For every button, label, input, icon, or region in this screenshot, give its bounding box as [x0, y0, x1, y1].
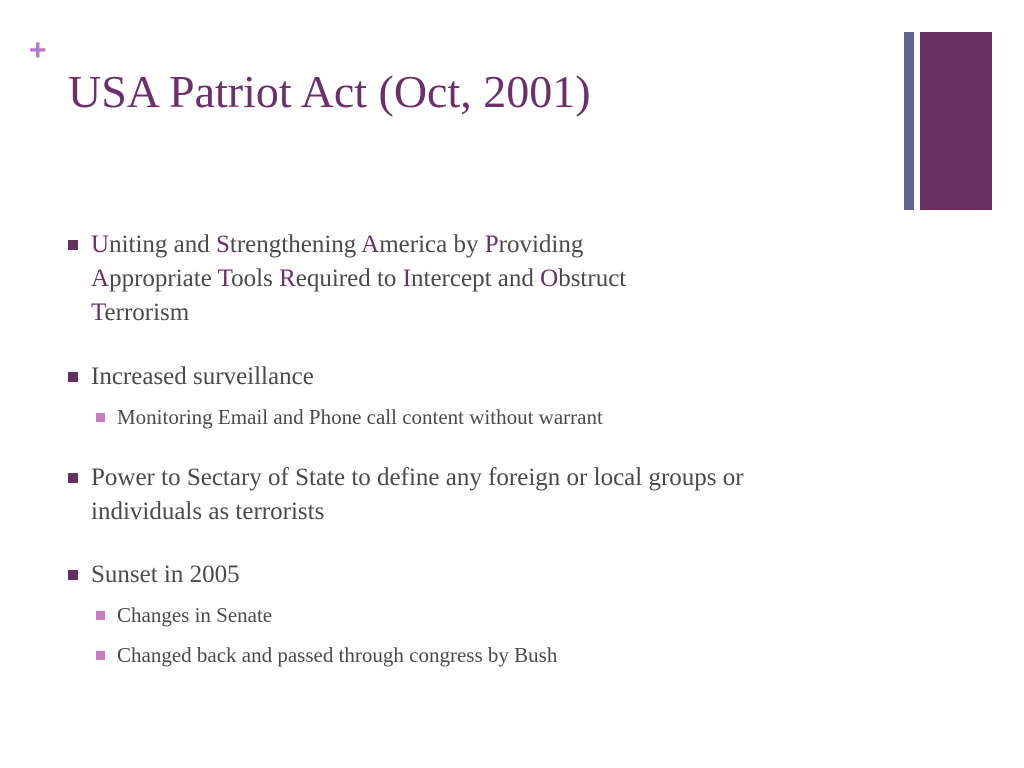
sub-bullet-monitoring: Monitoring Email and Phone call content without warrant — [117, 403, 817, 431]
acronym-word-rest: ppropriate — [109, 265, 218, 292]
acronym-letter: I — [402, 265, 412, 292]
acronym-letter: A — [91, 265, 110, 292]
acronym-letter: S — [216, 231, 230, 258]
acronym-letter: A — [361, 231, 380, 258]
sub-bullet-senate-changes: Changes in Senate — [117, 601, 817, 629]
decorative-bar-thick — [920, 32, 992, 210]
plus-icon: + — [29, 34, 47, 67]
bullet-secretary-power: Power to Sectary of State to define any foreign or local groups or individuals as terrorists — [91, 461, 811, 529]
sub-bullet-congress-bush: Changed back and passed through congress by Bush — [117, 641, 817, 669]
acronym-word-rest: errorism — [104, 299, 190, 326]
acronym-word-rest: niting and — [109, 231, 216, 258]
acronym-letter: U — [91, 231, 110, 258]
slide-title: USA Patriot Act (Oct, 2001) — [68, 66, 591, 117]
acronym-word-rest: roviding — [498, 231, 584, 258]
acronym-word-rest: ools — [231, 265, 280, 292]
acronym-word-rest: bstruct — [558, 265, 627, 292]
acronym-letter: R — [279, 265, 296, 292]
acronym-word-rest: trengthening — [229, 231, 362, 258]
bullet-sunset: Sunset in 2005 — [91, 558, 811, 592]
acronym-letter: O — [540, 265, 559, 292]
acronym-letter: P — [484, 231, 499, 258]
bullet-surveillance: Increased surveillance — [91, 360, 811, 394]
acronym-letter: T — [217, 265, 232, 292]
acronym-letter: T — [91, 299, 105, 326]
acronym-word-rest: ntercept and — [411, 265, 541, 292]
decorative-bar-thin — [904, 32, 914, 210]
bullet-acronym — [91, 228, 811, 330]
acronym-word-rest: equired to — [295, 265, 403, 292]
acronym-word-rest: merica by — [379, 231, 485, 258]
